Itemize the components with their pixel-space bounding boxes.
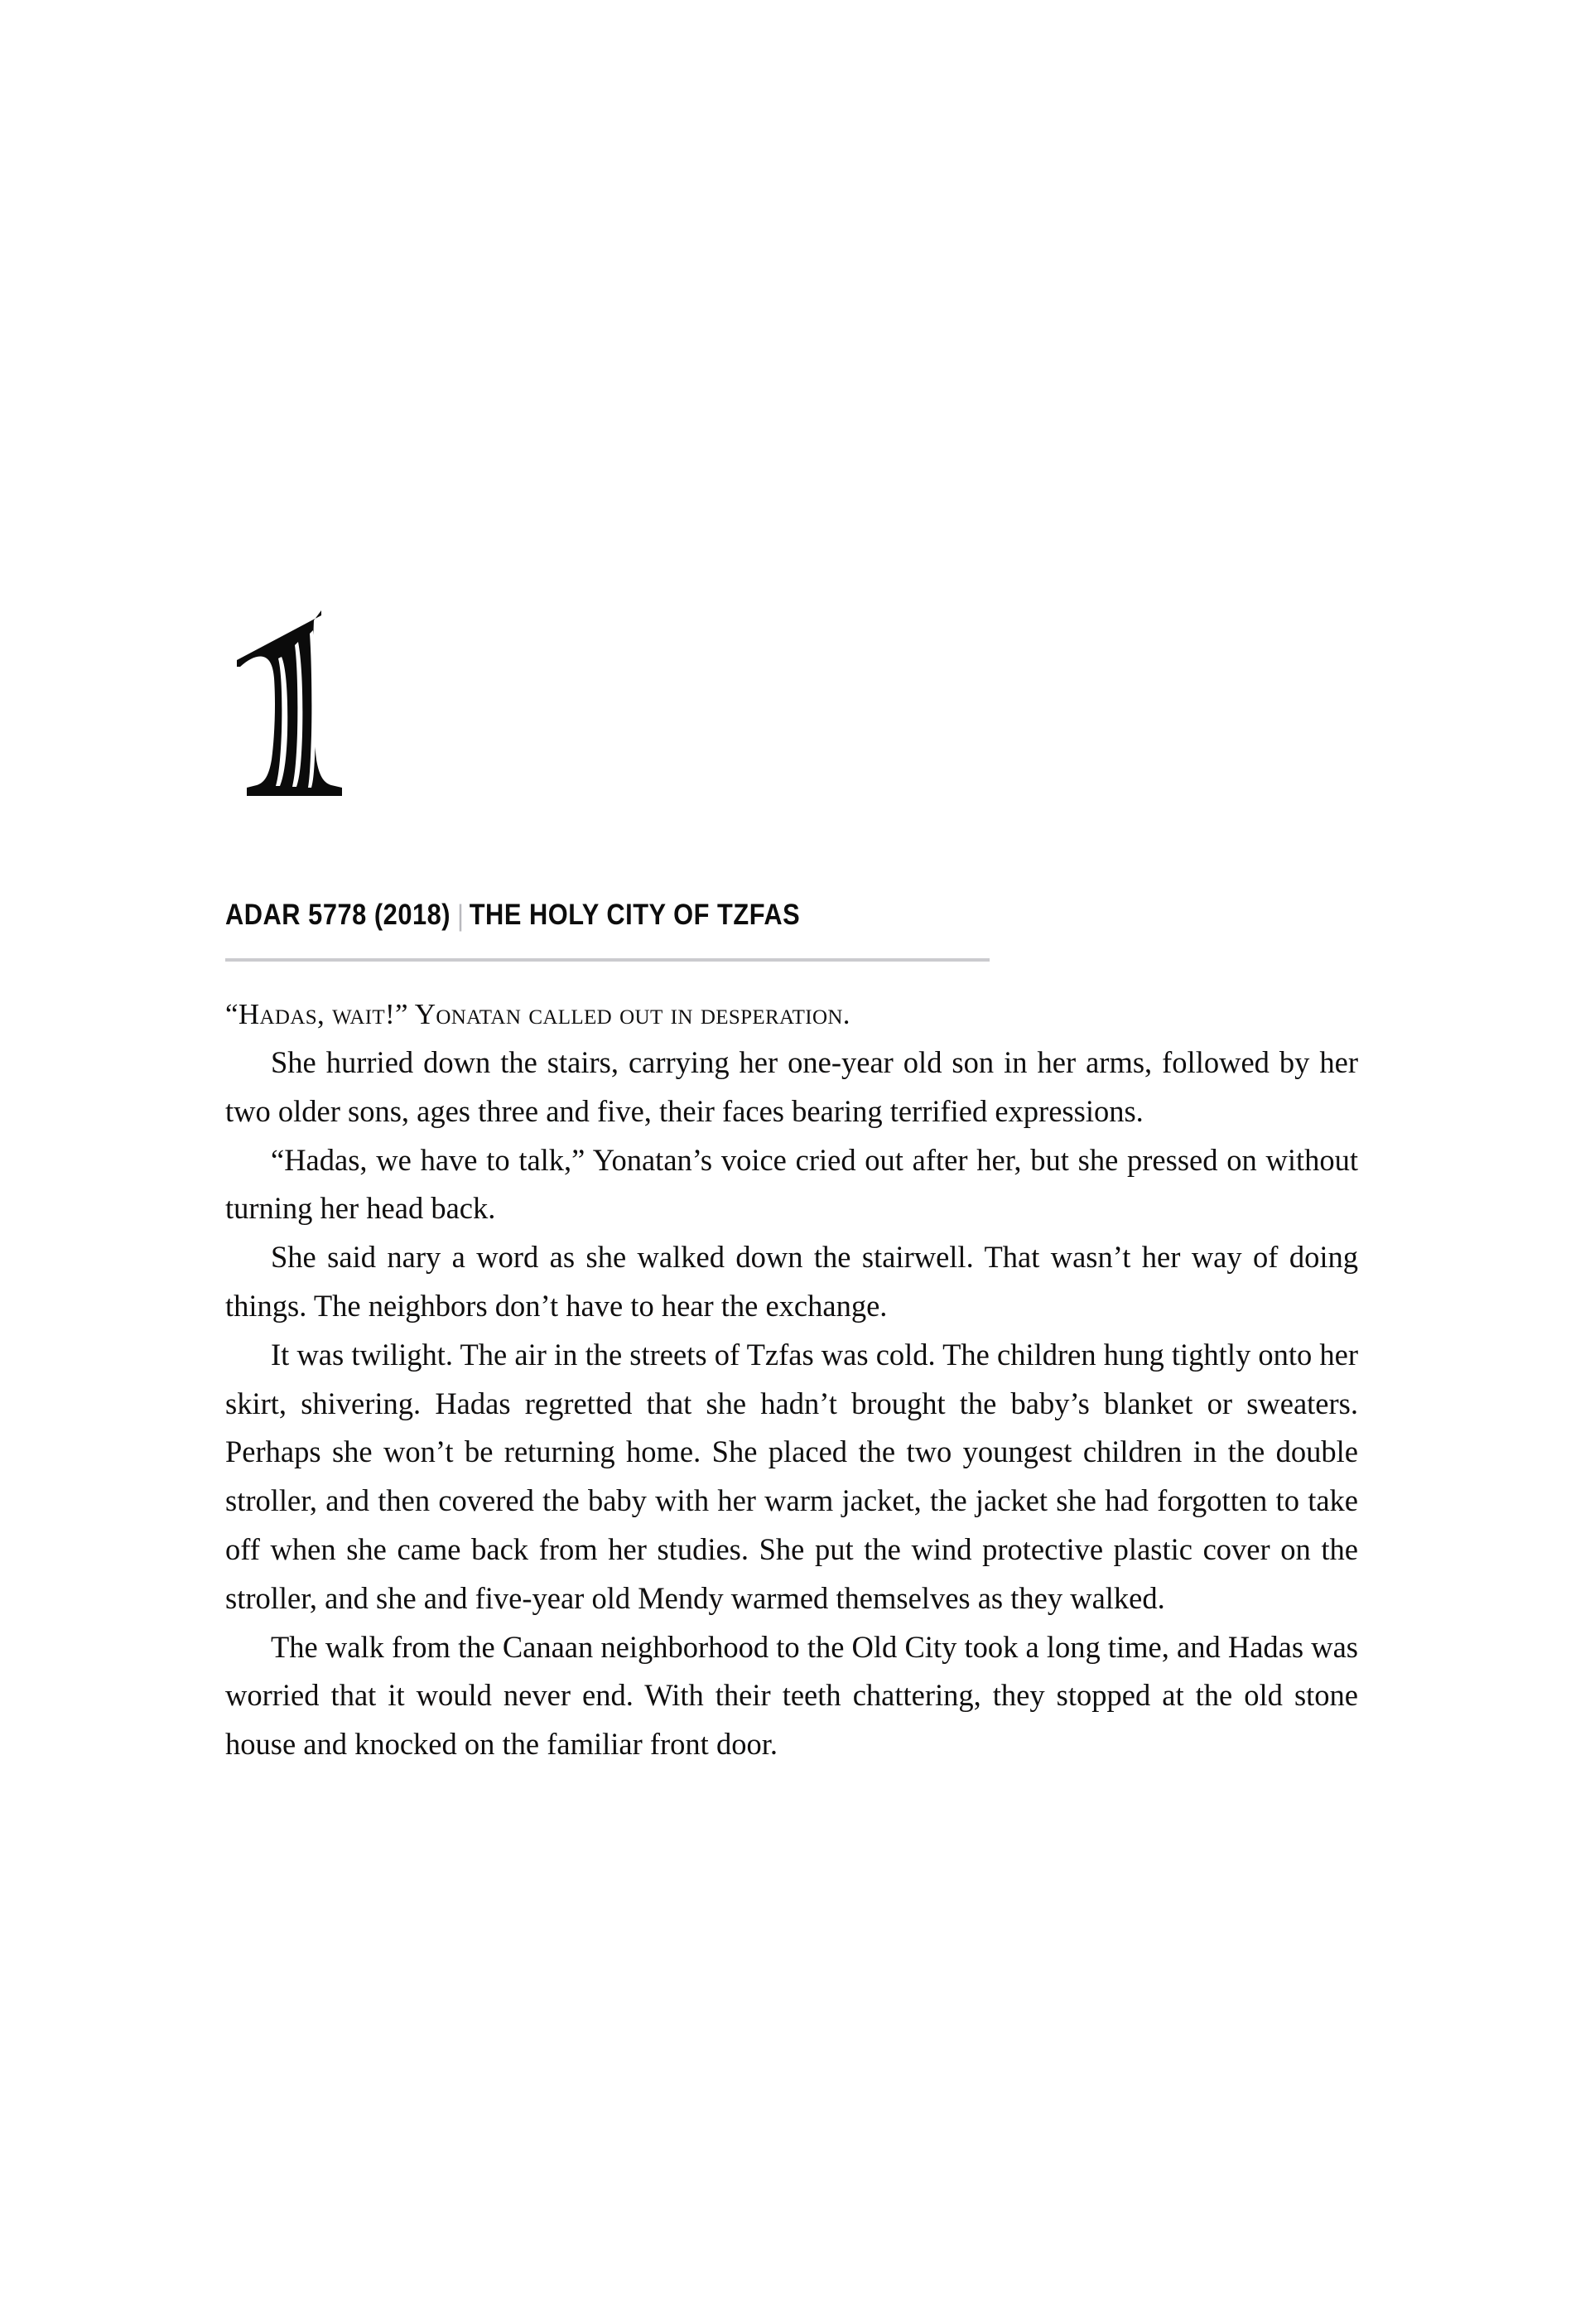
chapter-header — [225, 897, 1222, 933]
chapter-place: THE HOLY CITY OF TZFAS — [469, 899, 801, 931]
body-paragraph: It was twilight. The air in the streets of Tzfas was cold. The children hung tightly onto her skirt, shivering. Hadas regretted that she hadn’t brought the baby’s blanket or sweaters. Perhaps she won’t be returning home. She placed the two youngest children in the double stroller, and then covered the baby with her warm jacket, the jacket she had forgotten to take off when she came back from her studies. She put the wind protective plastic cover on the stroller, and she and five-year old Mendy warmed themselves as they walked. — [225, 1337, 1358, 1615]
body-paragraph: She hurried down the stairs, carrying her one-year old son in her arms, followed by her two older sons, ages three and five, their faces bearing terrified expressions. — [225, 1045, 1358, 1128]
chapter-numeral-one-icon — [232, 609, 356, 803]
opening-line: “Hadas, wait!” Yonatan called out in desperation. — [225, 998, 850, 1030]
header-divider-rule — [225, 958, 990, 962]
body-paragraph: The walk from the Canaan neighborhood to the Old City took a long time, and Hadas was worried that it would never end. With their teeth chattering, they stopped at the old stone house and knocked on the familiar front door. — [225, 1629, 1358, 1762]
chapter-body — [225, 991, 1358, 1769]
chapter-date: ADAR 5778 (2018) — [225, 899, 451, 931]
header-separator: | — [457, 899, 465, 932]
chapter-number-ornament — [232, 609, 356, 803]
body-paragraph: “Hadas, we have to talk,” Yonatan’s voice cried out after her, but she pressed on without turning her head back. — [225, 1142, 1358, 1226]
body-paragraph: She said nary a word as she walked down the stairwell. That wasn’t her way of doing things. The neighbors don’t have to hear the exchange. — [225, 1240, 1358, 1323]
